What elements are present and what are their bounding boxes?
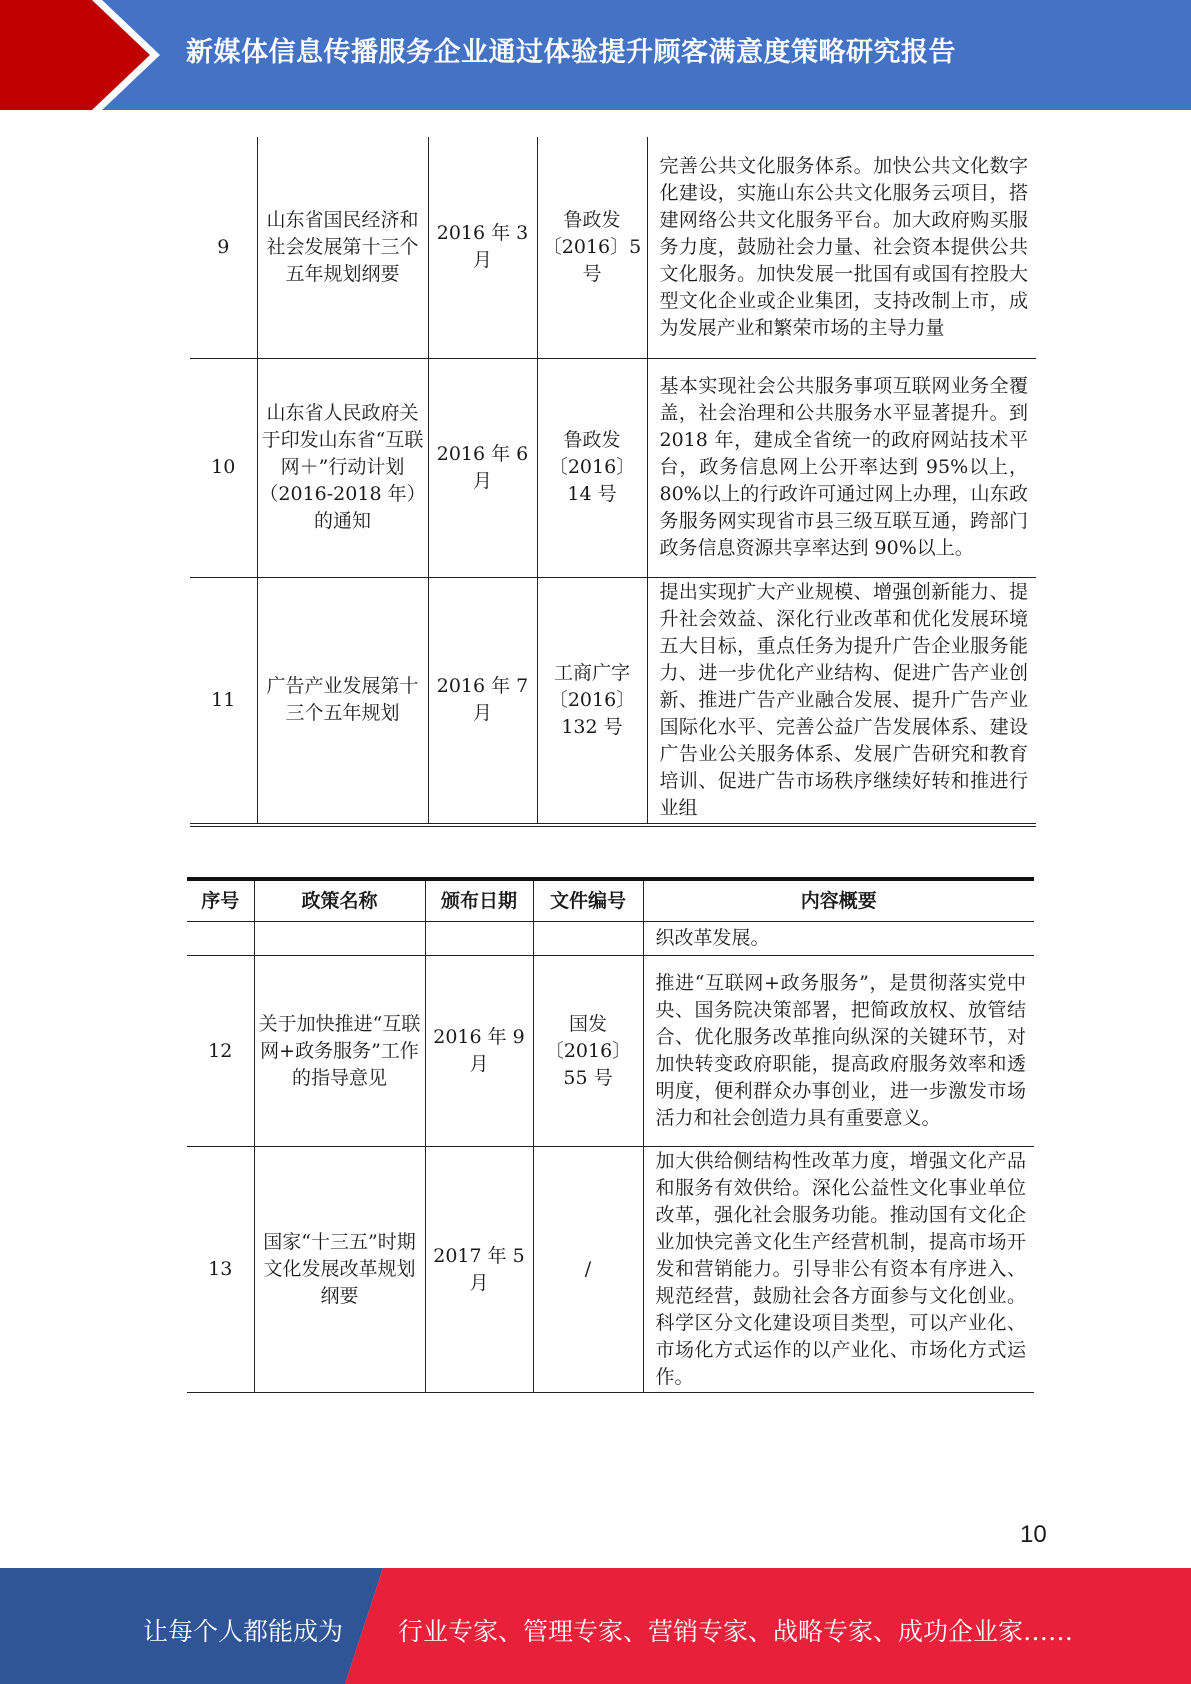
header-policy-name: 政策名称 <box>254 879 425 922</box>
issue-date: 2016 年 7 月 <box>428 577 537 825</box>
policy-name: 山东省国民经济和社会发展第十三个五年规划纲要 <box>257 137 428 358</box>
content-summary: 提出实现扩大产业规模、增强创新能力、提升社会效益、深化行业改革和优化发展环境五大目标，重点任务为提升广告企业服务能力、进一步优化产业结构、促进广告产业创新、推进广告产业融合发展、提升广告产业国际化水平、完善公益广告发展体系、建设广告业公关服务体系、发展广告研究和教育培训、促进广告市场秩序继续好转和推进行业组 <box>647 577 1036 825</box>
policy-name: 国家“十三五”时期文化发展改革规划纲要 <box>254 1147 425 1393</box>
header-issue-date: 颁布日期 <box>425 879 533 922</box>
table-row <box>190 577 1036 825</box>
table-row <box>190 137 1036 358</box>
header-content-summary: 内容概要 <box>643 879 1034 922</box>
issue-date: 2016 年 9 月 <box>425 956 533 1147</box>
content-summary: 完善公共文化服务体系。加快公共文化数字化建设，实施山东公共文化服务云项目，搭建网络公共文化服务平台。加大政府购买服务力度，鼓励社会力量、社会资本提供公共文化服务。加快发展一批国有或国有控股大型文化企业或企业集团，支持改制上市，成为发展产业和繁荣市场的主导力量 <box>647 137 1036 358</box>
document-number: / <box>533 1147 643 1393</box>
content-summary: 推进“互联网+政务服务”，是贯彻落实党中央、国务院决策部署，把简政放权、放管结合、优化服务改革推向纵深的关键环节，对加快转变政府职能，提高政府服务效率和透明度，便利群众办事创业，进一步激发市场活力和社会创造力具有重要意义。 <box>643 956 1034 1147</box>
document-number: 国发〔2016〕55 号 <box>533 956 643 1147</box>
policy-table <box>187 877 1034 1393</box>
table-header-row <box>187 879 1034 922</box>
content-summary: 基本实现社会公共服务事项互联网业务全覆盖，社会治理和公共服务水平显著提升。到 2018 年，建成全省统一的政府网站技术平台，政务信息网上公开率达到 95%以上，80%以上的行政许可通过网上办理，山东政务服务网实现省市县三级互联互通，跨部门政务信息资源共享率达到 90%以上。 <box>647 358 1036 577</box>
document-number: 鲁政发〔2016〕14 号 <box>537 358 647 577</box>
content-summary: 加大供给侧结构性改革力度，增强文化产品和服务有效供给。深化公益性文化事业单位改革，强化社会服务功能。推动国有文化企业加快完善文化生产经营机制，提高市场开发和营销能力。引导非公有资本有序进入、规范经营，鼓励社会各方面参与文化创业。科学区分文化建设项目类型，可以产业化、市场化方式运作的以产业化、市场化方式运作。 <box>643 1147 1034 1393</box>
policy-name: 关于加快推进“互联网+政务服务”工作的指导意见 <box>254 956 425 1147</box>
header-number: 序号 <box>187 879 254 922</box>
issue-date: 2017 年 5 月 <box>425 1147 533 1393</box>
table-row <box>190 358 1036 577</box>
page-number: 10 <box>1020 1521 1047 1548</box>
policy-name: 广告产业发展第十三个五年规划 <box>257 577 428 825</box>
row-number: 13 <box>187 1147 254 1393</box>
document-number: 工商广字〔2016〕132 号 <box>537 577 647 825</box>
policy-name: 山东省人民政府关于印发山东省“互联网＋”行动计划（2016-2018 年）的通知 <box>257 358 428 577</box>
continuation-row <box>187 922 1034 956</box>
row-number: 9 <box>217 235 230 258</box>
document-number: 鲁政发〔2016〕5 号 <box>537 137 647 358</box>
header-title: 新媒体信息传播服务企业通过体验提升顾客满意度策略研究报告 <box>186 37 956 68</box>
table-row <box>187 1147 1034 1393</box>
issue-date: 2016 年 3 月 <box>428 137 537 358</box>
row-number: 12 <box>187 956 254 1147</box>
table-row <box>187 956 1034 1147</box>
footer-slogan-left: 让每个人都能成为 <box>143 1617 344 1646</box>
issue-date: 2016 年 6 月 <box>428 358 537 577</box>
footer-banner <box>0 1568 1191 1684</box>
header-banner <box>0 0 1191 110</box>
row-number: 11 <box>211 688 236 711</box>
policy-table-continued <box>190 137 1036 827</box>
row-number: 10 <box>211 456 236 478</box>
footer-slogan-right: 行业专家、管理专家、营销专家、战略专家、成功企业家…… <box>398 1617 1074 1646</box>
header-document-number: 文件编号 <box>533 879 643 922</box>
content-summary: 织改革发展。 <box>643 922 1034 956</box>
